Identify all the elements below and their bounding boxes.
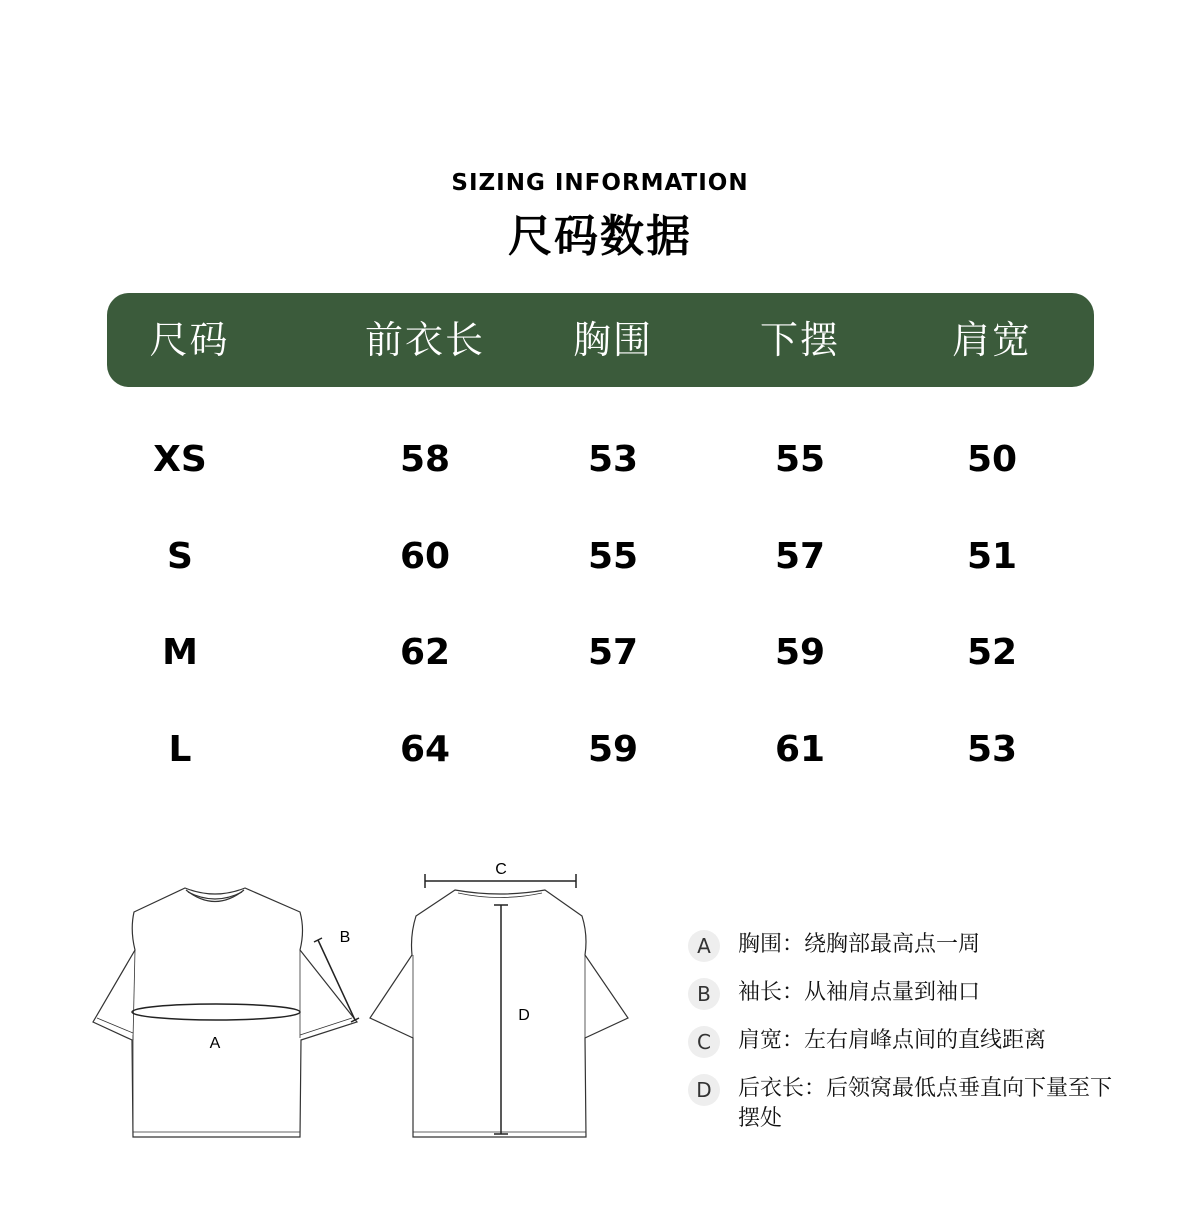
legend-badge: A (688, 930, 720, 962)
front-length-cell: 62 (399, 632, 451, 673)
size-cell: S (167, 536, 193, 577)
shoulder-cell: 52 (966, 632, 1018, 673)
label-b-marker: B (339, 929, 351, 946)
chest-cell: 53 (587, 439, 639, 480)
legend-item (688, 976, 1188, 1022)
legend-item (688, 928, 1188, 974)
hem-cell: 55 (774, 439, 826, 480)
label-d-marker: D (518, 1007, 530, 1024)
header-shoulder: 肩宽 (951, 318, 1032, 362)
label-c-marker: C (495, 861, 507, 878)
legend-text: 肩宽：左右肩峰点间的直线距离 (738, 1028, 1047, 1053)
front-length-cell: 58 (399, 439, 451, 480)
legend-text: 袖长：从袖肩点量到袖口 (738, 980, 981, 1005)
table-header (107, 293, 1094, 387)
title-chinese: 尺码数据 (508, 211, 692, 262)
table-row (0, 623, 1200, 683)
table-row (0, 527, 1200, 587)
size-cell: L (168, 729, 192, 770)
legend-text: 胸围：绕胸部最高点一周 (738, 932, 981, 957)
size-cell: M (162, 632, 198, 673)
header-hem: 下摆 (759, 318, 840, 362)
shoulder-cell: 51 (966, 536, 1018, 577)
legend-badge: D (688, 1074, 720, 1106)
legend-item (688, 1072, 1188, 1134)
legend-badge: B (688, 978, 720, 1010)
back-tshirt-drawing (370, 890, 628, 1137)
legend-badge: C (688, 1026, 720, 1058)
shoulder-cell: 53 (966, 729, 1018, 770)
front-length-cell: 64 (399, 729, 451, 770)
hem-cell: 61 (774, 729, 826, 770)
header-chest: 胸围 (572, 318, 653, 362)
table-row (0, 430, 1200, 490)
title-english: SIZING INFORMATION (451, 170, 749, 196)
size-cell: XS (153, 439, 207, 480)
hem-cell: 57 (774, 536, 826, 577)
chest-cell: 57 (587, 632, 639, 673)
shoulder-cell: 50 (966, 439, 1018, 480)
measurement-legend (688, 928, 1188, 1136)
legend-item (688, 1024, 1188, 1070)
garment-diagram (0, 840, 660, 1160)
label-a-marker: A (209, 1035, 221, 1052)
header-front-length: 前衣长 (364, 318, 485, 362)
header-size: 尺码 (149, 318, 230, 362)
legend-text: 后衣长：后领窝最低点垂直向下量至下摆处 (738, 1076, 1113, 1131)
chest-measure-line (132, 1004, 300, 1020)
front-length-cell: 60 (399, 536, 451, 577)
hem-cell: 59 (774, 632, 826, 673)
chest-cell: 55 (587, 536, 639, 577)
chest-cell: 59 (587, 729, 639, 770)
table-row (0, 720, 1200, 780)
